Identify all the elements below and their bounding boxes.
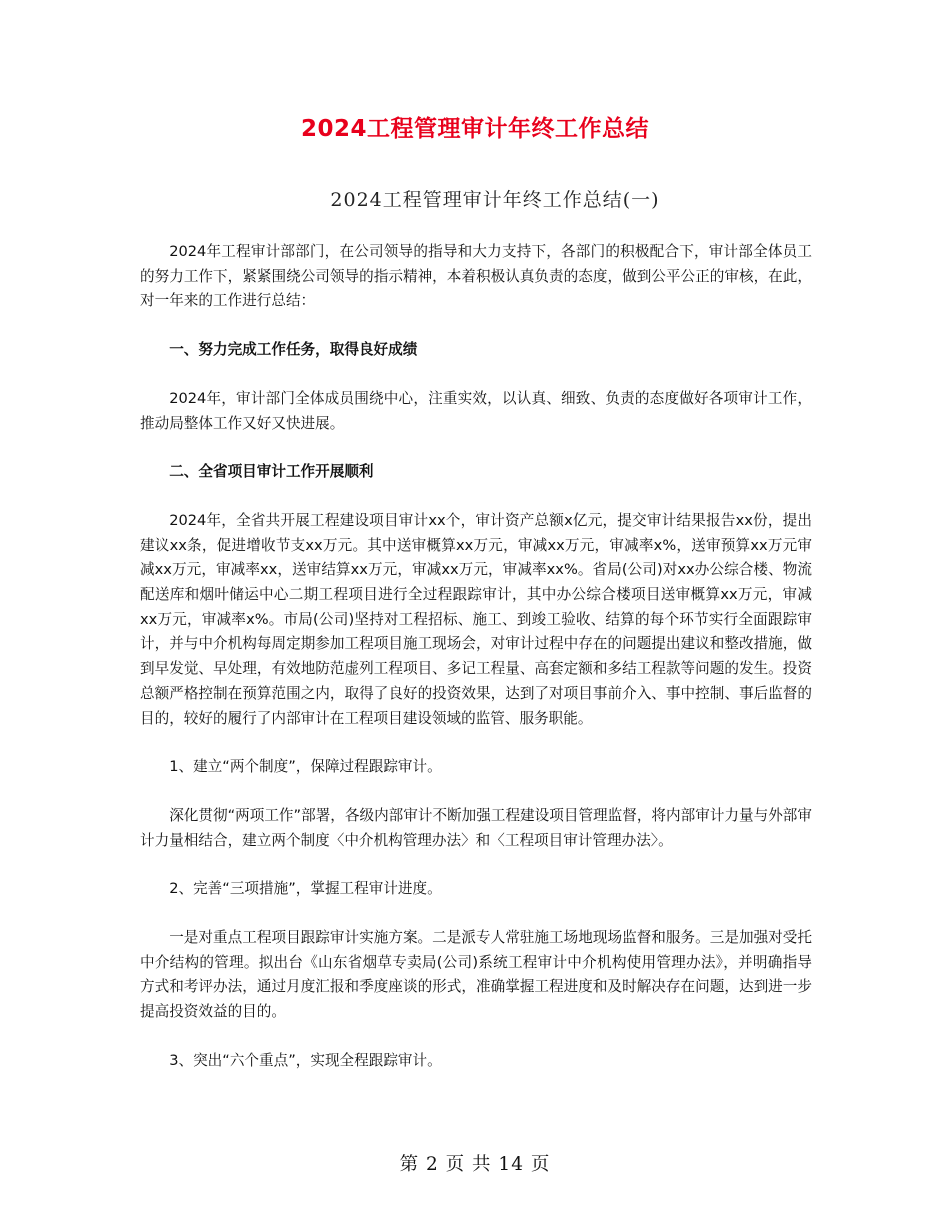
subsection-heading: 1、建立“两个制度”，保障过程跟踪审计。 [169,758,442,776]
document-subtitle: 2024工程管理审计年终工作总结(一) [330,189,660,211]
section-heading: 二、全省项目审计工作开展顺利 [169,463,374,481]
paragraph: 一是对重点工程项目跟踪审计实施方案。二是派专人常驻施工场地现场监督和服务。三是加强对受托中介结构的管理。拟出台《山东省烟草专卖局(公司)系统工程审计中介机构使用管理办法》，并明确指导方式和考评办法，通过月度汇报和季度座谈的形式，准确掌握工程进度和及时解决存在问题，达到进一步提高投资效益的目的。 [140,929,812,1021]
paragraph: 深化贯彻“两项工作”部署，各级内部审计不断加强工程建设项目管理监督，将内部审计力量与外部审计力量相结合，建立两个制度〈中介机构管理办法〉和〈工程项目审计管理办法〉。 [140,806,812,849]
section-heading: 一、努力完成工作任务，取得良好成绩 [169,341,418,359]
document-title: 2024工程管理审计年终工作总结 [300,116,649,142]
paragraph: 2024年，全省共开展工程建设项目审计xx个，审计资产总额x亿元，提交审计结果报告xx份，提出建议xx条，促进增收节支xx万元。其中送审概算xx万元，审减xx万元，审减率x%，送审预算xx万元审减xx万元，审减率xx，送审结算xx万元，审减xx万元，审减率xx%。省局(公司)对xx办公综合楼、物流配送库和烟叶储运中心二期工程项目进行全过程跟踪审计，其中办公综合楼项目送审概算xx万元，审减xx万元，审减率x%。市局(公司)坚持对工程招标、施工、到竣工验收、结算的每个环节实行全面跟踪审计，并与中介机构每周定期参加工程项目施工现场会，对审计过程中存在的问题提出建议和整改措施，做到早发觉、早处理，有效地防范虚列工程项目、多记工程量、高套定额和多结工程款等问题的发生。投资总额严格控制在预算范围之内，取得了良好的投资效果，达到了对项目事前介入、事中控制、事后监督的目的，较好的履行了内部审计在工程项目建设领域的监管、服务职能。 [140,511,812,727]
paragraph: 2024年工程审计部部门，在公司领导的指导和大力支持下，各部门的积极配合下，审计部全体员工的努力工作下，紧紧围绕公司领导的指示精神，本着积极认真负责的态度，做到公平公正的审核，在此，对一年来的工作进行总结： [140,243,812,310]
subsection-heading: 2、完善“三项措施”，掌握工程审计进度。 [169,880,442,898]
document-body [140,240,812,1098]
page-footer: 第 2 页 共 14 页 [399,1154,551,1175]
subsection-heading: 3、突出“六个重点”，实现全程跟踪审计。 [169,1051,442,1069]
paragraph: 2024年，审计部门全体成员围绕中心，注重实效，以认真、细致、负责的态度做好各项审计工作，推动局整体工作又好又快进展。 [140,389,812,432]
